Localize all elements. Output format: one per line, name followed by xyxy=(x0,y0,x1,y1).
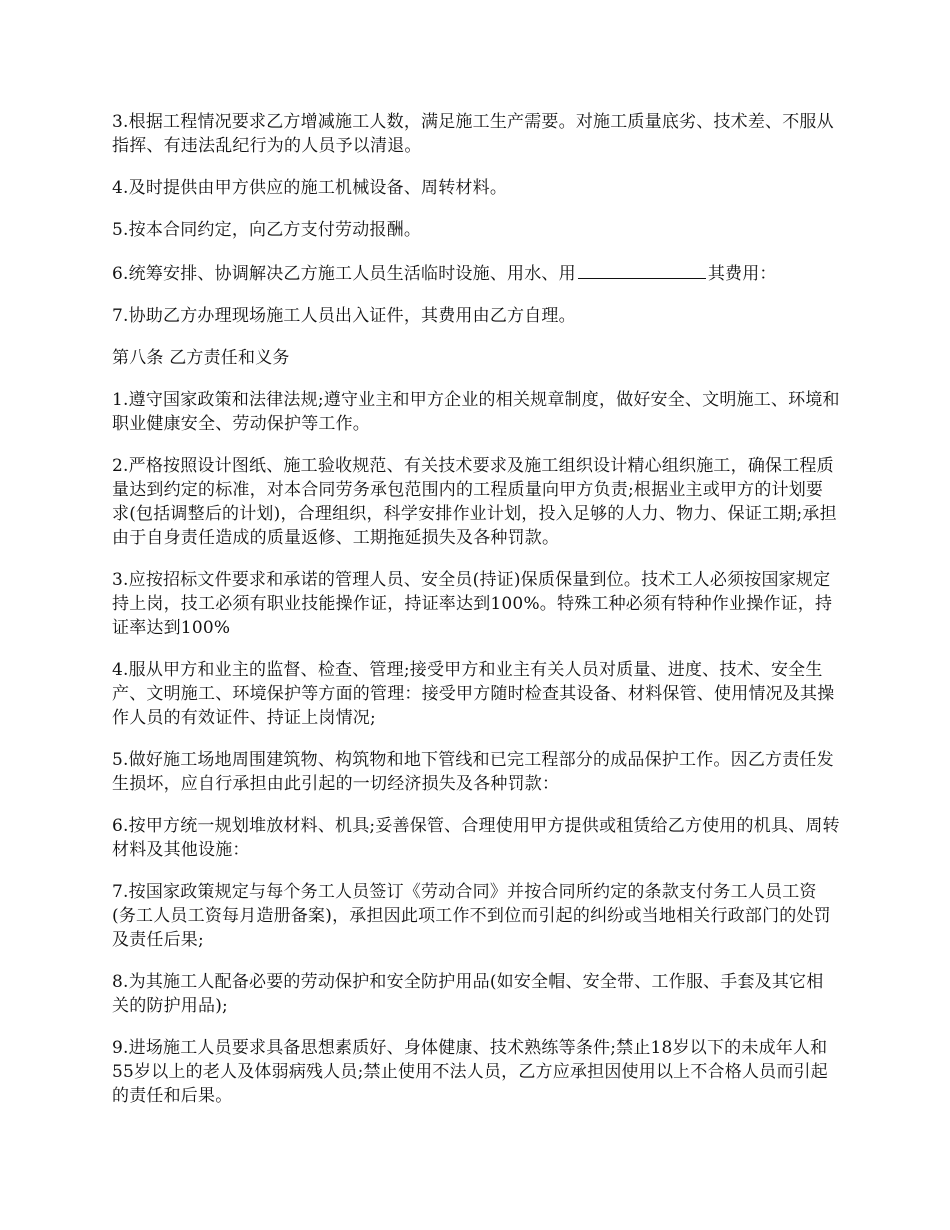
clause-paragraph: 4.服从甲方和业主的监督、检查、管理;接受甲方和业主有关人员对质量、进度、技术、安全生产、文明施工、环境保护等方面的管理：接受甲方随时检查其设备、材料保管、使用情况及其操作人员的有效证件、持证上岗情况; xyxy=(112,660,835,728)
clause-paragraph: 5.按本合同约定，向乙方支付劳动报酬。 xyxy=(112,220,422,240)
clause-text-before-blank: 6.统筹安排、协调解决乙方施工人员生活临时设施、用水、用 xyxy=(112,264,576,284)
clause-paragraph: 8.为其施工人配备必要的劳动保护和安全防护用品(如安全帽、安全带、工作服、手套及其它相关的防护用品); xyxy=(112,972,824,1016)
document-body xyxy=(112,110,840,1126)
clause-paragraph: 5.做好施工场地周围建筑物、构筑物和地下管线和已完工程部分的成品保护工作。因乙方责任发生损坏，应自行承担由此引起的一切经济损失及各种罚款： xyxy=(112,750,834,794)
clause-text-after-blank: 其费用： xyxy=(707,264,777,284)
clause-paragraph-with-blank xyxy=(112,260,840,286)
clause-paragraph: 6.按甲方统一规划堆放材料、机具;妥善保管、合理使用甲方提供或租赁给乙方使用的机具、周转材料及其他设施： xyxy=(112,816,840,860)
clause-paragraph: 2.严格按照设计图纸、施工验收规范、有关技术要求及施工组织设计精心组织施工，确保工程质量达到约定的标准，对本合同劳务承包范围内的工程质量向甲方负责;根据业主或甲方的计划要求(包括调整后的计划)，合理组织，科学安排作业计划，投入足够的人力、物力、保证工期;承担由于自身责任造成的质量返修、工期拖延损失及各种罚款。 xyxy=(112,456,837,548)
clause-paragraph: 9.进场施工人员要求具备思想素质好、身体健康、技术熟练等条件;禁止18岁以下的未成年人和55岁以上的老人及体弱病残人员;禁止使用不法人员，乙方应承担因使用以上不合格人员而引起的责任和后果。 xyxy=(112,1038,828,1106)
clause-paragraph: 1.遵守国家政策和法律法规;遵守业主和甲方企业的相关规章制度，做好安全、文明施工、环境和职业健康安全、劳动保护等工作。 xyxy=(112,390,840,434)
clause-paragraph: 4.及时提供由甲方供应的施工机械设备、周转材料。 xyxy=(112,178,508,198)
section-heading: 第八条 乙方责任和义务 xyxy=(112,348,290,368)
clause-paragraph: 3.根据工程情况要求乙方增减施工人数，满足施工生产需要。对施工质量底劣、技术差、不服从指挥、有违法乱纪行为的人员予以清退。 xyxy=(112,112,834,156)
clause-paragraph: 7.协助乙方办理现场施工人员出入证件，其费用由乙方自理。 xyxy=(112,306,576,326)
clause-paragraph: 3.应按招标文件要求和承诺的管理人员、安全员(持证)保质保量到位。技术工人必须按国家规定持上岗，技工必须有职业技能操作证，持证率达到100%。特殊工种必须有特种作业操作证，持证率达到100% xyxy=(112,570,833,638)
fill-in-blank-line xyxy=(578,260,706,279)
clause-paragraph: 7.按国家政策规定与每个务工人员签订《劳动合同》并按合同所约定的条款支付务工人员工资(务工人员工资每月造册备案)，承担因此项工作不到位而引起的纠纷或当地相关行政部门的处罚及责任后果; xyxy=(112,882,831,950)
